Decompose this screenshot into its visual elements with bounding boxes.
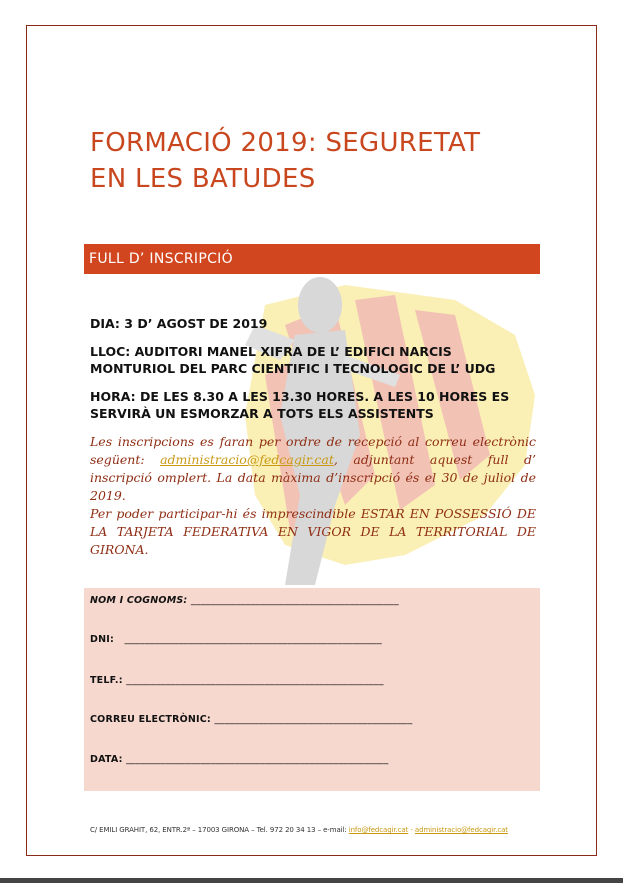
name-label: NOM I COGNOMS: [90,595,188,606]
dni-label: DNI: [90,634,114,645]
footer-admin-email-link[interactable]: administracio@fedcagir.cat [414,826,508,834]
event-date: DIA: 3 D’ AGOST DE 2019 [90,316,268,331]
section-header-bar: FULL D’ INSCRIPCIÓ [84,244,540,274]
bottom-edge-bar [0,878,623,883]
name-field[interactable] [90,595,399,606]
page-title [90,125,560,197]
email-field[interactable] [90,714,412,725]
email-label: CORREU ELECTRÒNIC: [90,714,211,725]
requirement-note: Per poder participar-hi és imprescindible ESTAR EN POSSESSIÓ DE LA TARJETA FEDERATIVA EN VIGOR DE LA TERRITORIAL DE GIRONA. [90,506,536,557]
title-line-2: EN LES BATUDES [90,164,316,194]
footer-info-email-link[interactable]: info@fedcagir.cat [348,826,409,834]
note-text-before: Les inscripcions es faran per ordre de recepció al correu electrònic següent: [90,434,536,467]
dni-field[interactable] [90,634,382,645]
event-schedule: HORA: DE LES 8.30 A LES 13.30 HORES. A LES 10 HORES ES SERVIRÀ UN ESMORZAR A TOTS ELS ASSISTENTS [90,389,510,421]
registration-note [90,433,536,505]
footer-address: C/ EMILI GRAHIT, 62, ENTR.2ª – 17003 GIRONA – Tel. 972 20 34 13 – e-mail: [90,826,349,834]
date-field[interactable] [90,754,388,765]
dni-blank-line[interactable]: ____________________________________________________ [124,634,382,645]
name-blank-line[interactable]: __________________________________________ [190,595,399,606]
phone-blank-line[interactable]: ____________________________________________________ [126,675,384,686]
email-blank-line[interactable]: ________________________________________ [214,714,413,725]
date-blank-line[interactable]: _____________________________________________________ [126,754,389,765]
phone-label: TELF.: [90,675,123,686]
phone-field[interactable] [90,675,384,686]
event-location: LLOC: AUDITORI MANEL XIFRA DE L’ EDIFICI NARCIS MONTURIOL DEL PARC CIENTIFIC I TECNOLOGIC DE L’ UDG [90,344,496,376]
registration-email-link[interactable]: administracio@fedcagir.cat [160,452,334,467]
footer-contact [90,826,560,834]
title-line-1: FORMACIÓ 2019: SEGURETAT [90,128,481,158]
date-label: DATA: [90,754,123,765]
footer-separator: - [408,826,415,834]
registration-form [84,588,540,791]
note-text-after: , adjuntant aquest full d’ inscripció omplert. La data màxima d’inscripció és el 30 de juliol de 2019. [90,452,536,503]
